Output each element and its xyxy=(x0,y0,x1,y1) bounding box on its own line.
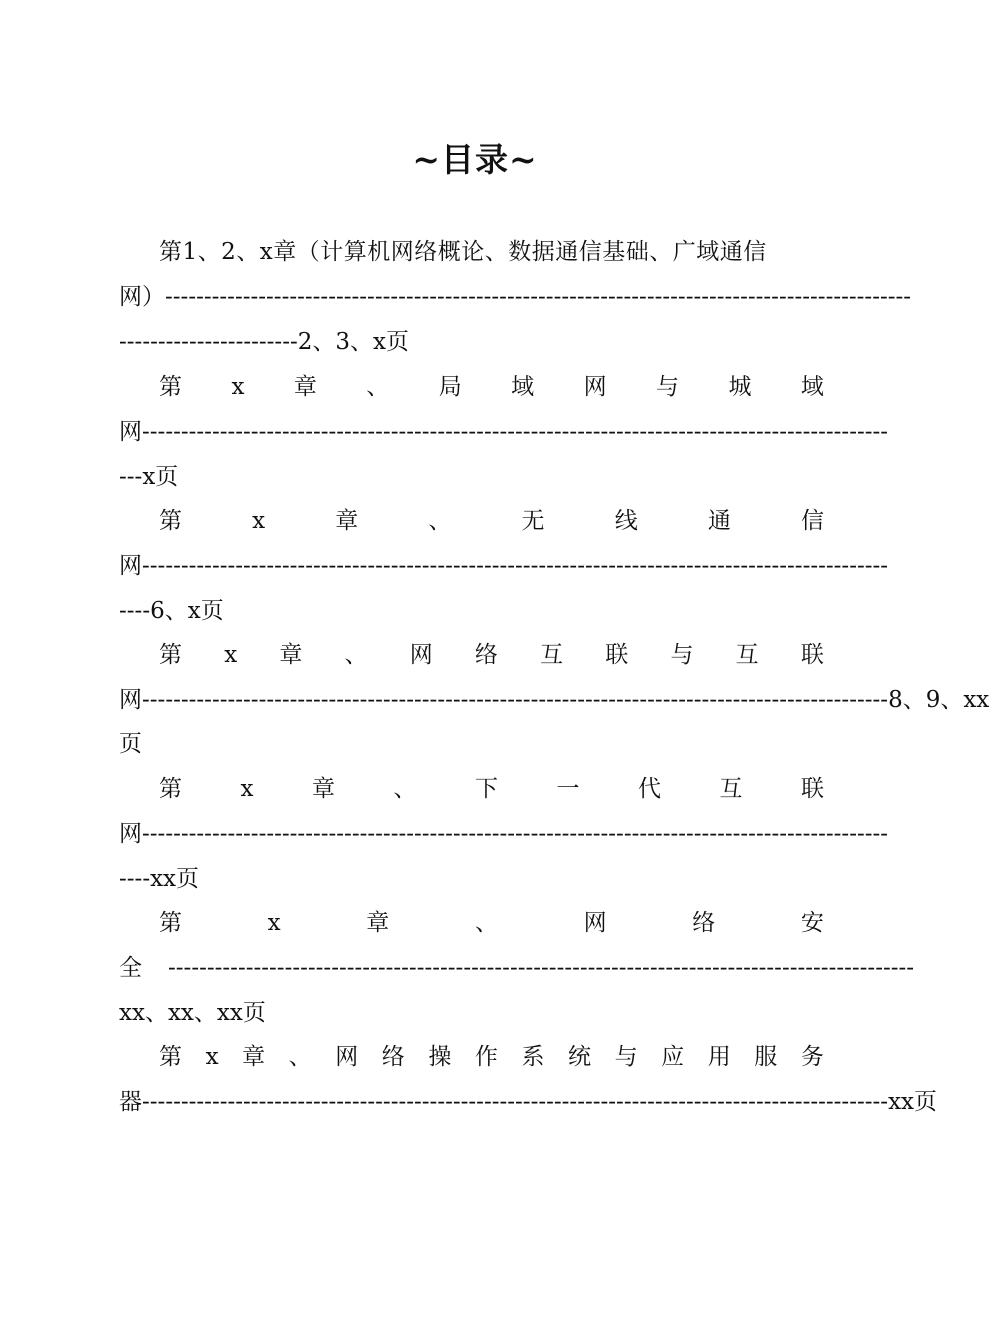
toc-char: 网 xyxy=(583,910,607,936)
toc-char: 应 xyxy=(661,1044,685,1070)
leader-dashes: ------------------------------------------------------------------------------------------------ xyxy=(142,419,889,445)
toc-char: 网 xyxy=(583,374,607,400)
toc-char: 通 xyxy=(707,508,731,534)
toc-char: 作 xyxy=(474,1044,498,1070)
toc-entry-1-line-3: -----------------------2、3、x页 xyxy=(119,329,409,355)
toc-char: 、 xyxy=(344,642,368,668)
toc-char: 与 xyxy=(656,374,680,400)
page-title: ~目录~ xyxy=(412,140,538,179)
toc-entry-2-line-1 xyxy=(159,365,824,410)
toc-char: x xyxy=(252,508,266,534)
toc-entry-4-line-1 xyxy=(159,633,824,678)
toc-entry-1-prefix: 网） xyxy=(119,284,165,310)
toc-char: 与 xyxy=(614,1044,638,1070)
toc-char: 统 xyxy=(568,1044,592,1070)
toc-char: 城 xyxy=(728,374,752,400)
toc-char: x xyxy=(205,1044,219,1070)
toc-char: 、 xyxy=(474,910,498,936)
toc-entry-5-line-2 xyxy=(119,812,889,857)
toc-entry-5-line-1 xyxy=(159,767,824,812)
toc-char: 章 xyxy=(335,508,359,534)
toc-entry-3-line-3: ----6、x页 xyxy=(119,598,224,624)
toc-char: 联 xyxy=(800,642,824,668)
toc-char: 互 xyxy=(719,776,743,802)
toc-char: 第 xyxy=(159,910,182,936)
leader-dashes: ------------------------------------------------------------------------------------------------ xyxy=(165,284,912,310)
toc-char: 域 xyxy=(800,374,824,400)
toc-char: x xyxy=(224,642,238,668)
toc-char: 章 xyxy=(311,776,335,802)
toc-entry-4-line-3: 页 xyxy=(119,731,142,757)
toc-entry-6-line-3: xx、xx、xx页 xyxy=(119,1000,266,1026)
toc-char: 章 xyxy=(242,1044,266,1070)
toc-char: 章 xyxy=(293,374,317,400)
toc-char: 用 xyxy=(707,1044,731,1070)
leader-dashes: ------------------------------------------------------------------------------------------------ xyxy=(142,687,889,713)
toc-char: 下 xyxy=(474,776,498,802)
toc-entry-2-line-2 xyxy=(119,410,889,455)
toc-char: 安 xyxy=(800,910,824,936)
toc-char: 络 xyxy=(474,642,498,668)
toc-char: 一 xyxy=(556,776,580,802)
toc-char: 服 xyxy=(754,1044,778,1070)
toc-entry-6-line-2 xyxy=(119,946,915,991)
toc-char: 、 xyxy=(366,374,390,400)
toc-char: 无 xyxy=(521,508,545,534)
leader-dashes: ------------------------------------------------------------------------------------------------ xyxy=(142,553,889,579)
toc-char: 络 xyxy=(692,910,716,936)
toc-char: 、 xyxy=(428,508,452,534)
toc-entry-4-page: 8、9、xx xyxy=(888,687,989,713)
toc-char: 操 xyxy=(428,1044,452,1070)
toc-char: 、 xyxy=(288,1044,312,1070)
toc-char: 与 xyxy=(670,642,694,668)
leader-dashes: ------------------------------------------------------------------------------------------------ xyxy=(168,955,915,981)
toc-char: 互 xyxy=(540,642,564,668)
toc-char: 网 xyxy=(409,642,433,668)
toc-entry-4-prefix: 网 xyxy=(119,687,142,713)
toc-char: 域 xyxy=(511,374,535,400)
toc-char: 第 xyxy=(159,642,182,668)
toc-entry-4-line-2 xyxy=(119,678,989,723)
toc-entry-1-line-1: 第1、2、x章（计算机网络概论、数据通信基础、广域通信 xyxy=(159,239,767,265)
toc-char: 章 xyxy=(366,910,390,936)
toc-entry-5-line-3: ----xx页 xyxy=(119,866,200,892)
toc-entry-2-prefix: 网 xyxy=(119,419,142,445)
toc-char: x xyxy=(240,776,254,802)
toc-char: 联 xyxy=(800,776,824,802)
toc-char: 务 xyxy=(800,1044,824,1070)
toc-entry-7-line-1 xyxy=(159,1035,824,1080)
toc-char: 第 xyxy=(159,374,182,400)
toc-entry-3-line-1 xyxy=(159,499,824,544)
toc-char: 互 xyxy=(735,642,759,668)
toc-char: 信 xyxy=(800,508,824,534)
toc-char: 线 xyxy=(614,508,638,534)
toc-char: 联 xyxy=(605,642,629,668)
toc-char: 局 xyxy=(438,374,462,400)
toc-char: 系 xyxy=(521,1044,545,1070)
leader-dashes: ------------------------------------------------------------------------------------------------ xyxy=(142,821,889,847)
toc-entry-6-line-1 xyxy=(159,901,824,946)
toc-char: 第 xyxy=(159,1044,182,1070)
toc-entry-7-page: xx页 xyxy=(888,1089,938,1115)
toc-char: 章 xyxy=(279,642,303,668)
toc-char: 、 xyxy=(393,776,417,802)
toc-char: 网 xyxy=(335,1044,359,1070)
toc-char: x xyxy=(267,910,281,936)
toc-entry-1-line-2 xyxy=(119,275,912,320)
toc-entry-7-prefix: 器 xyxy=(119,1089,142,1115)
toc-entry-5-prefix: 网 xyxy=(119,821,142,847)
toc-char: x xyxy=(231,374,245,400)
toc-char: 络 xyxy=(381,1044,405,1070)
leader-dashes: ------------------------------------------------------------------------------------------------ xyxy=(142,1089,889,1115)
toc-entry-3-prefix: 网 xyxy=(119,553,142,579)
toc-entry-2-line-3: ---x页 xyxy=(119,464,179,490)
toc-char: 代 xyxy=(637,776,661,802)
toc-entry-6-prefix: 全 xyxy=(119,955,142,981)
toc-entry-7-line-2 xyxy=(119,1080,938,1125)
toc-entry-3-line-2 xyxy=(119,544,889,589)
toc-char: 第 xyxy=(159,776,182,802)
toc-char: 第 xyxy=(159,508,182,534)
